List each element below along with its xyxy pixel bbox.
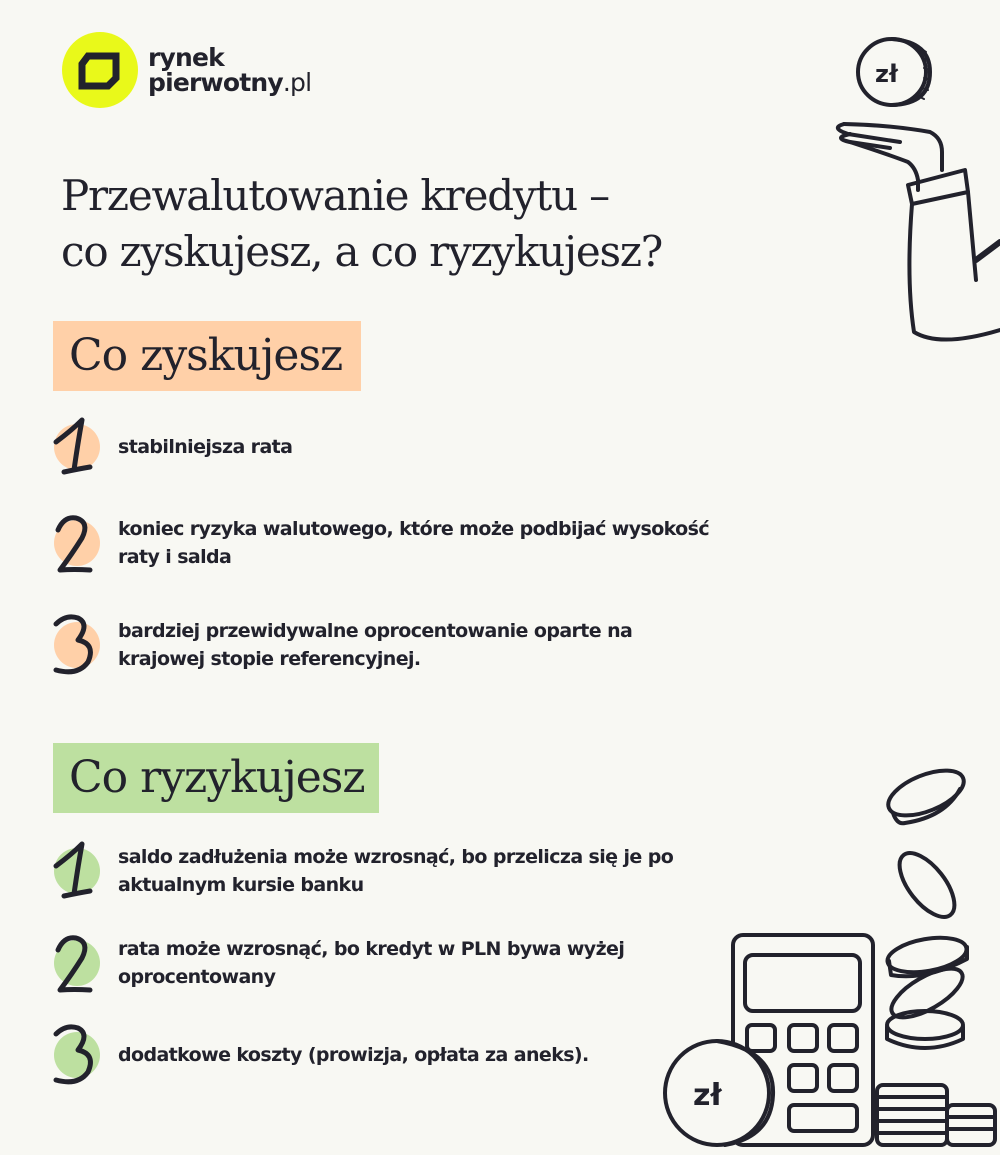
risk-item-2	[50, 928, 718, 998]
hand-coin-icon	[830, 30, 1000, 360]
page-title	[61, 168, 662, 280]
logo-line2	[148, 70, 311, 95]
svg-text:zł: zł	[693, 1078, 722, 1113]
item-text: stabilniejsza rata	[118, 436, 293, 458]
number-3-icon	[50, 610, 106, 680]
title-line2: co zyskujesz, a co ryzykujesz?	[61, 227, 663, 276]
number-2-icon	[50, 928, 106, 998]
item-text: saldo zadłużenia może wzrosnąć, bo przelicza się je po aktualnym kursie banku	[118, 846, 674, 896]
item-text: rata może wzrosnąć, bo kredyt w PLN bywa wyżej oprocentowany	[118, 938, 625, 988]
item-text: bardziej przewidywalne oprocentowanie oparte na krajowej stopie referencyjnej.	[118, 620, 633, 670]
item-text: koniec ryzyka walutowego, które może podbijać wysokość raty i salda	[118, 518, 710, 568]
gain-item-3	[50, 610, 718, 680]
number-1-icon	[50, 412, 106, 482]
hand-with-coin-illustration	[830, 30, 1000, 365]
gain-item-1	[50, 412, 718, 482]
number-1-icon	[50, 836, 106, 906]
item-text: dodatkowe koszty (prowizja, opłata za aneks).	[118, 1044, 589, 1066]
logo-line1: rynek	[148, 43, 225, 72]
title-line1: Przewalutowanie kredytu –	[61, 171, 609, 220]
section-heading-risks: Co ryzykujesz	[53, 743, 379, 813]
number-3-icon	[50, 1020, 106, 1090]
gain-item-2	[50, 508, 718, 578]
calculator-coins-illustration	[655, 765, 1000, 1155]
section-heading-gains: Co zyskujesz	[53, 321, 361, 391]
logo-domain: .pl	[282, 68, 312, 97]
logo-wordmark	[148, 45, 311, 95]
number-2-icon	[50, 508, 106, 578]
risk-item-3	[50, 1020, 718, 1090]
svg-text:zł: zł	[875, 60, 898, 88]
risk-item-1	[50, 836, 718, 906]
logo-name: pierwotny	[148, 68, 283, 97]
calculator-coins-icon	[655, 765, 1000, 1150]
logo-mark-icon	[62, 32, 138, 108]
brand-logo	[62, 32, 311, 108]
